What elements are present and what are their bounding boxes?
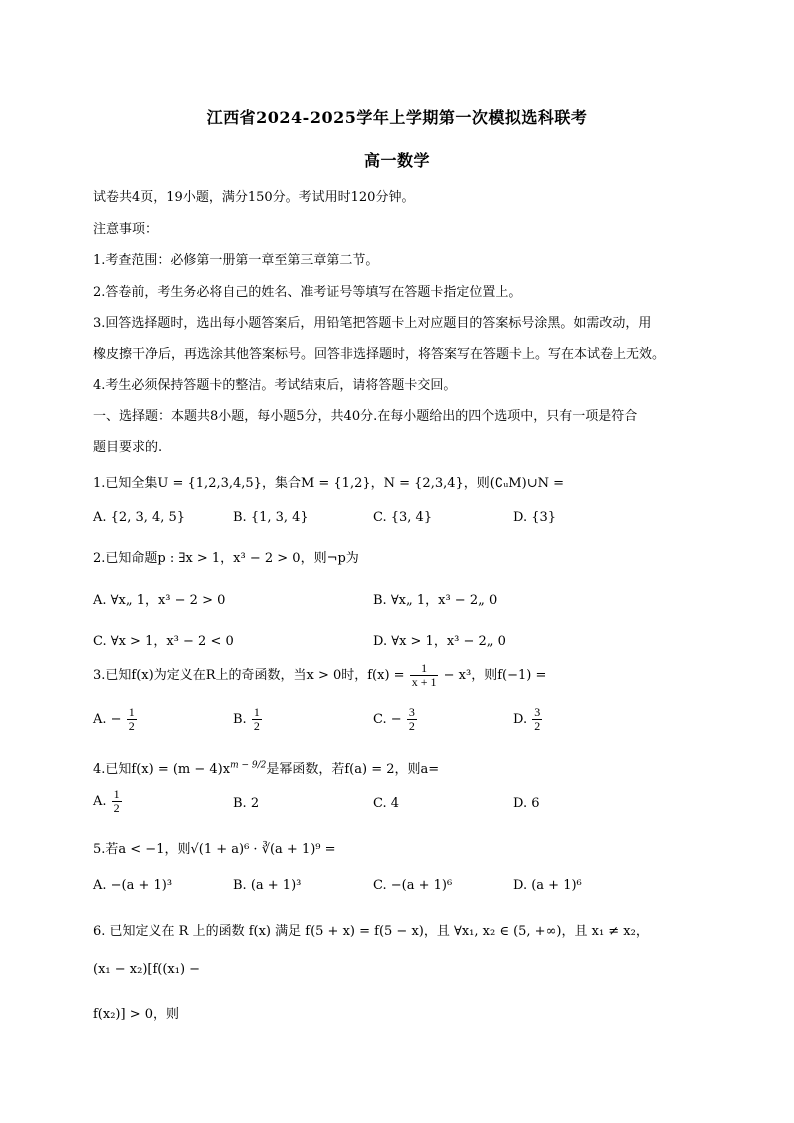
q3-option-d-den: 2: [534, 719, 541, 733]
q1-option-d[interactable]: D. {3}: [513, 510, 557, 525]
q2-option-c[interactable]: C. ∀x > 1，x³ − 2 < 0: [93, 634, 234, 649]
q4-option-d[interactable]: D. 6: [513, 796, 540, 811]
q2-option-b[interactable]: B. ∀x„ 1，x³ − 2„ 0: [373, 593, 498, 608]
q4-option-a-label: A.: [93, 794, 107, 809]
q3-option-c-sign: −: [390, 712, 402, 727]
section-heading-cont: 题目要求的.: [93, 440, 163, 455]
exam-title: 江西省2024-2025学年上学期第一次模拟选科联考: [206, 108, 588, 127]
note-item: 2.答卷前，考生务必将自己的姓名、准考证号等填写在答题卡指定位置上。: [93, 285, 522, 300]
q3-option-d-num: 3: [534, 705, 541, 719]
question-4-stem: [93, 758, 439, 777]
q3-option-a-label: A.: [93, 712, 107, 727]
q1-option-b[interactable]: B. {1, 3, 4}: [233, 510, 309, 525]
notes-heading: 注意事项：: [93, 222, 159, 237]
q3-option-d-label: D.: [513, 712, 528, 727]
q3-option-b-fraction: [252, 706, 262, 733]
q2-option-d[interactable]: D. ∀x > 1，x³ − 2„ 0: [373, 634, 506, 649]
q3-option-a[interactable]: [93, 706, 138, 733]
q5-option-d[interactable]: D. (a + 1)⁶: [513, 878, 582, 893]
q3-option-c[interactable]: [373, 706, 418, 733]
question-6-stem-line1: 6. 已知定义在 R 上的函数 f(x) 满足 f(5 + x) = f(5 − x)，且 ∀x₁, x₂ ∈ (5, +∞)，且 x₁ ≠ x₂，: [93, 924, 649, 939]
question-6-stem-line3: f(x₂)] > 0，则: [93, 1007, 179, 1022]
q4-option-c[interactable]: C. 4: [373, 796, 400, 811]
q3-option-a-num: 1: [128, 705, 135, 719]
q3-option-a-fraction: [127, 706, 137, 733]
question-3-stem: [93, 662, 546, 689]
q4-stem-part-a: 4.已知f(x) = (m − 4)x: [93, 762, 231, 777]
exam-summary: 试卷共4页，19小题，满分150分。考试用时120分钟。: [93, 190, 415, 205]
note-item: 4.考生必须保持答题卡的整洁。考试结束后，请将答题卡交回。: [93, 378, 457, 393]
question-5-stem: 5.若a < −1，则√(1 + a)⁶ · ∛(a + 1)⁹ =: [93, 842, 336, 857]
q3-option-b-label: B.: [233, 712, 247, 727]
q4-option-b[interactable]: B. 2: [233, 796, 260, 811]
note-item: 1.考查范围：必修第一册第一章至第三章第二节。: [93, 253, 379, 268]
q3-option-d[interactable]: [513, 706, 543, 733]
q5-option-c[interactable]: C. −(a + 1)⁶: [373, 878, 453, 893]
q3-option-c-num: 3: [408, 705, 415, 719]
section-heading: 一、选择题：本题共8小题，每小题5分，共40分.在每小题给出的四个选项中，只有一项是符合: [93, 409, 638, 424]
q3-option-b-den: 2: [253, 719, 260, 733]
q3-stem-part-a: 3.已知f(x)为定义在R上的奇函数，当x > 0时，f(x) =: [93, 668, 405, 683]
question-6-stem-line2: (x₁ − x₂)[f((x₁) −: [93, 962, 201, 977]
q3-stem-part-b: − x³，则f(−1) =: [443, 668, 547, 683]
q5-option-b[interactable]: B. (a + 1)³: [233, 878, 302, 893]
q3-option-a-den: 2: [128, 719, 135, 733]
q3-frac-numerator: 1: [410, 662, 439, 676]
q3-option-b-num: 1: [253, 705, 260, 719]
q4-stem-part-b: 是幂函数，若f(a) = 2，则a=: [266, 762, 440, 777]
q4-exponent: m − 9/2: [230, 760, 267, 771]
q3-option-c-fraction: [407, 706, 417, 733]
question-1-stem: 1.已知全集U = {1,2,3,4,5}，集合M = {1,2}，N = {2,3,4}，则(∁ᵤM)∪N =: [93, 476, 564, 491]
q4-option-a-fraction: [112, 788, 122, 815]
q3-frac-denominator: x + 1: [411, 675, 437, 689]
question-2-stem: 2.已知命题p : ∃x > 1，x³ − 2 > 0，则¬p为: [93, 551, 359, 566]
q1-option-a[interactable]: A. {2, 3, 4, 5}: [93, 510, 186, 525]
exam-subtitle: 高一数学: [363, 151, 430, 170]
q4-option-a-num: 1: [113, 787, 120, 801]
note-item: 3.回答选择题时，选出每小题答案后，用铅笔把答题卡上对应题目的答案标号涂黑。如需改动，用: [93, 316, 652, 331]
q3-option-b[interactable]: [233, 706, 263, 733]
q3-option-c-den: 2: [408, 719, 415, 733]
q3-stem-fraction: [410, 662, 439, 689]
q5-option-a[interactable]: A. −(a + 1)³: [93, 878, 173, 893]
q3-option-d-fraction: [532, 706, 542, 733]
note-item: 橡皮擦干净后，再选涂其他答案标号。回答非选择题时，将答案写在答题卡上。写在本试卷上无效。: [93, 347, 666, 362]
q1-option-c[interactable]: C. {3, 4}: [373, 510, 433, 525]
q3-option-a-sign: −: [110, 712, 122, 727]
q3-option-c-label: C.: [373, 712, 387, 727]
q4-option-a-den: 2: [113, 801, 120, 815]
q2-option-a[interactable]: A. ∀x„ 1，x³ − 2 > 0: [93, 593, 226, 608]
q4-option-a[interactable]: [93, 788, 123, 815]
